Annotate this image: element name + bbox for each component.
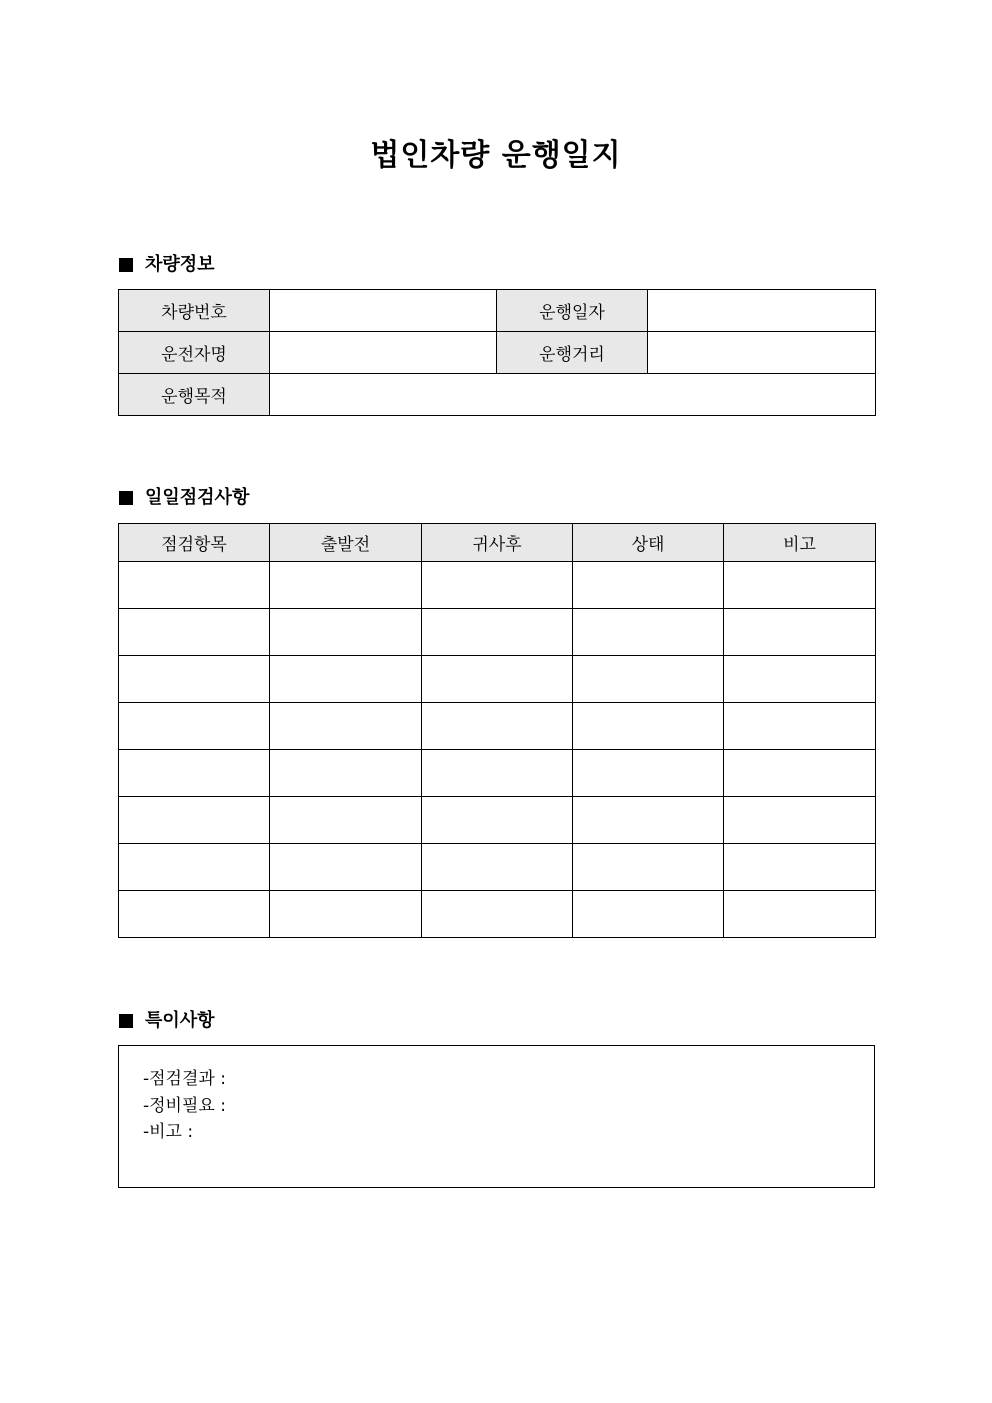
- table-row: [119, 290, 876, 332]
- table-cell[interactable]: [573, 797, 724, 844]
- table-cell[interactable]: [270, 609, 422, 656]
- section-heading-special-notes: [119, 1009, 215, 1033]
- table-cell[interactable]: [724, 656, 876, 703]
- table-row: [119, 609, 876, 656]
- table-cell[interactable]: [270, 750, 422, 797]
- table-cell[interactable]: [573, 656, 724, 703]
- section-heading-label: 차량정보: [145, 254, 215, 275]
- drive-purpose-field[interactable]: [270, 374, 876, 416]
- vehicle-number-label: 차량번호: [119, 290, 270, 332]
- document-title: 법인차량 운행일지: [370, 138, 622, 173]
- table-row: [119, 891, 876, 938]
- drive-date-field[interactable]: [648, 290, 876, 332]
- square-bullet-icon: [119, 258, 133, 272]
- driver-name-label: 운전자명: [119, 332, 270, 374]
- table-cell[interactable]: [270, 797, 422, 844]
- inspection-result-line: -점검결과 :: [143, 1069, 226, 1089]
- drive-purpose-label: 운행목적: [119, 374, 270, 416]
- table-cell[interactable]: [422, 562, 573, 609]
- table-cell[interactable]: [422, 750, 573, 797]
- table-cell[interactable]: [724, 609, 876, 656]
- table-cell[interactable]: [573, 562, 724, 609]
- column-header: 상태: [573, 524, 724, 562]
- drive-distance-label: 운행거리: [497, 332, 648, 374]
- table-row: [119, 844, 876, 891]
- table-cell[interactable]: [573, 844, 724, 891]
- table-cell[interactable]: [422, 844, 573, 891]
- table-cell[interactable]: [724, 562, 876, 609]
- maintenance-needed-line: -정비필요 :: [143, 1095, 226, 1116]
- table-cell[interactable]: [573, 703, 724, 750]
- section-heading-label: 일일점검사항: [145, 487, 250, 508]
- table-cell[interactable]: [573, 609, 724, 656]
- table-cell[interactable]: [119, 656, 270, 703]
- table-cell[interactable]: [724, 703, 876, 750]
- remarks-line: -비고 :: [143, 1122, 194, 1142]
- vehicle-number-field[interactable]: [270, 290, 497, 332]
- column-header: 귀사후: [422, 524, 573, 562]
- table-cell[interactable]: [270, 891, 422, 938]
- table-row: [119, 374, 876, 416]
- square-bullet-icon: [119, 1014, 133, 1028]
- vehicle-info-table: [118, 289, 876, 416]
- table-cell[interactable]: [724, 891, 876, 938]
- table-cell[interactable]: [270, 703, 422, 750]
- table-row: [119, 656, 876, 703]
- table-cell[interactable]: [724, 750, 876, 797]
- table-cell[interactable]: [422, 656, 573, 703]
- table-cell[interactable]: [573, 750, 724, 797]
- drive-date-label: 운행일자: [497, 290, 648, 332]
- column-header: 비고: [724, 524, 876, 562]
- table-cell[interactable]: [119, 609, 270, 656]
- special-notes-box[interactable]: [118, 1045, 875, 1188]
- table-cell[interactable]: [119, 562, 270, 609]
- table-cell[interactable]: [270, 562, 422, 609]
- table-cell[interactable]: [422, 703, 573, 750]
- table-cell[interactable]: [270, 656, 422, 703]
- daily-inspection-table: [118, 523, 876, 938]
- column-header: 점검항목: [119, 524, 270, 562]
- table-cell[interactable]: [422, 797, 573, 844]
- section-heading-label: 특이사항: [145, 1010, 215, 1031]
- table-cell[interactable]: [724, 797, 876, 844]
- drive-distance-field[interactable]: [648, 332, 876, 374]
- table-cell[interactable]: [119, 750, 270, 797]
- table-cell[interactable]: [119, 844, 270, 891]
- section-heading-vehicle-info: [119, 253, 215, 277]
- table-row: [119, 797, 876, 844]
- table-row: [119, 750, 876, 797]
- column-header: 출발전: [270, 524, 422, 562]
- table-cell[interactable]: [422, 609, 573, 656]
- table-row: [119, 562, 876, 609]
- special-notes-lines: [143, 1066, 226, 1146]
- table-cell[interactable]: [119, 703, 270, 750]
- table-cell[interactable]: [724, 844, 876, 891]
- table-cell[interactable]: [270, 844, 422, 891]
- table-cell[interactable]: [119, 891, 270, 938]
- table-row: [119, 332, 876, 374]
- table-cell[interactable]: [573, 891, 724, 938]
- table-cell[interactable]: [422, 891, 573, 938]
- table-row: [119, 703, 876, 750]
- section-heading-daily-inspection: [119, 486, 249, 510]
- table-cell[interactable]: [119, 797, 270, 844]
- driver-name-field[interactable]: [270, 332, 497, 374]
- table-header-row: [119, 524, 876, 562]
- square-bullet-icon: [119, 491, 133, 505]
